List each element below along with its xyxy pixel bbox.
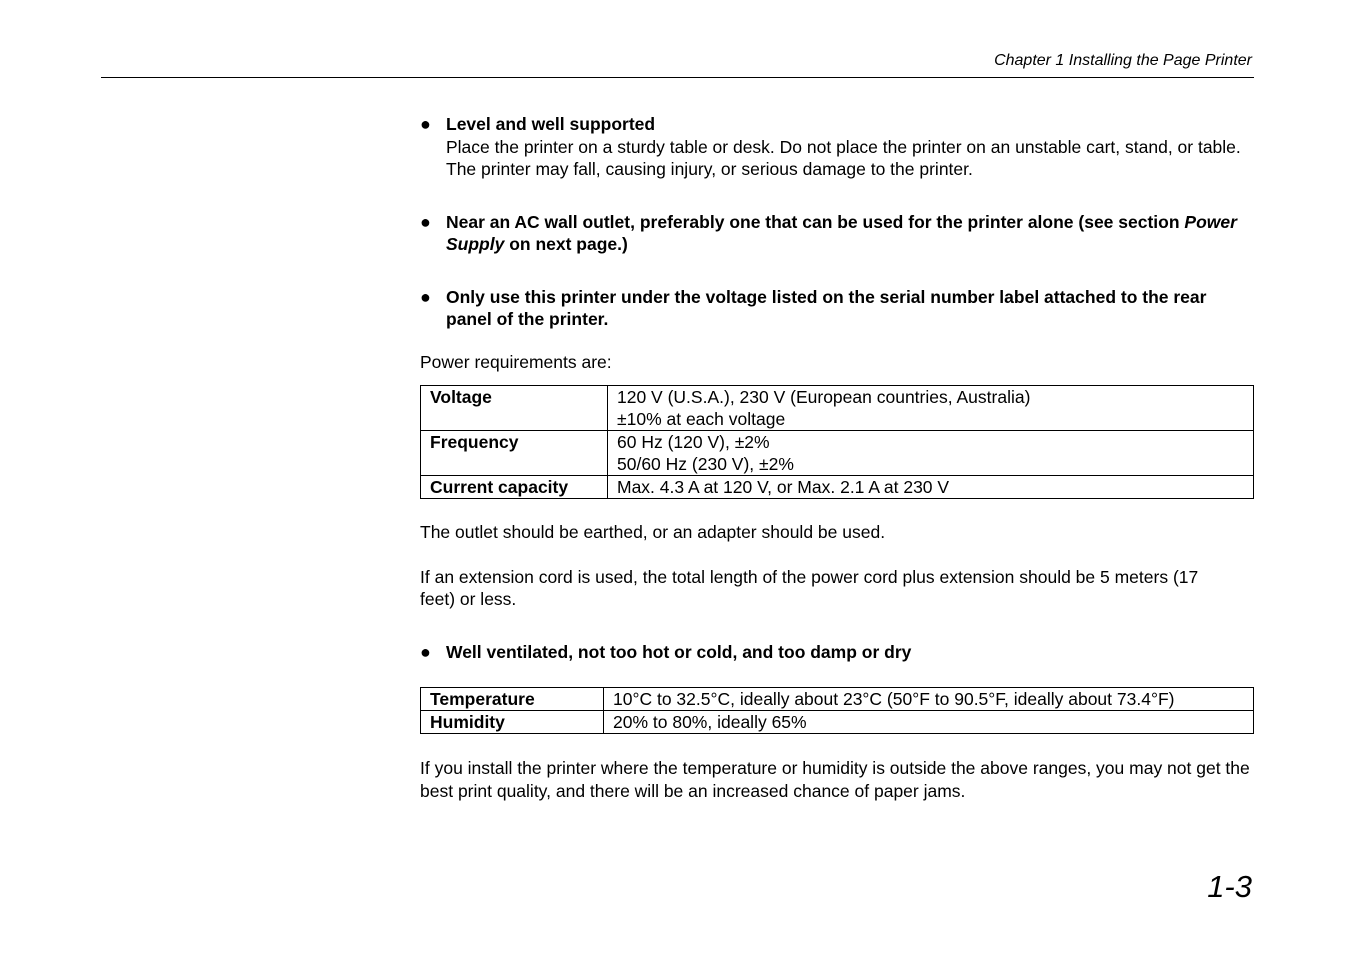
bullet-dot: ●	[420, 641, 431, 662]
bullet-title: Level and well supported	[446, 114, 656, 134]
running-head: Chapter 1 Installing the Page Printer	[994, 52, 1252, 69]
table-row	[421, 688, 1254, 711]
bullet-ventilated	[420, 641, 1254, 664]
environment-table	[420, 687, 1254, 734]
row-label: Voltage	[421, 386, 608, 431]
power-requirements-intro: Power requirements are:	[420, 351, 612, 372]
outside-range-note: If you install the printer where the temperature or humidity is outside the above ranges, you may not get the best print quality, and there will be an increased chance of paper jams.	[420, 758, 1250, 801]
bullet-dot: ●	[420, 114, 431, 134]
bullet-title: Well ventilated, not too hot or cold, and too damp or dry	[446, 641, 912, 662]
earthed-note: The outlet should be earthed, or an adapter should be used.	[420, 522, 886, 542]
bullet-dot: ●	[420, 211, 431, 232]
bullet-title: Near an AC wall outlet, preferably one that can be used for the printer alone (see section Power Supply on next page.)	[446, 211, 1237, 254]
page-number: 1-3	[1207, 869, 1252, 904]
row-label: Current capacity	[421, 476, 608, 499]
bullet-title: Only use this printer under the voltage listed on the serial number label attached to the rear panel of the printer.	[446, 286, 1207, 329]
page-content	[420, 113, 1254, 802]
table-row	[421, 476, 1254, 499]
row-label: Humidity	[421, 711, 604, 734]
row-label: Frequency	[421, 431, 608, 476]
bullet-ac-outlet	[420, 211, 1254, 256]
table-row	[421, 711, 1254, 734]
bullet-voltage	[420, 286, 1254, 331]
row-value: Max. 4.3 A at 120 V, or Max. 2.1 A at 230 V	[608, 476, 1254, 499]
row-value: 10°C to 32.5°C, ideally about 23°C (50°F to 90.5°F, ideally about 73.4°F)	[604, 688, 1254, 711]
power-requirements-table	[420, 385, 1254, 499]
bullet-dot: ●	[420, 286, 431, 307]
row-value: 60 Hz (120 V), ±2% 50/60 Hz (230 V), ±2%	[608, 431, 1254, 476]
row-label: Temperature	[421, 688, 604, 711]
table-row	[421, 431, 1254, 476]
section-reference: Power Supply	[446, 211, 1237, 254]
row-value: 20% to 80%, ideally 65%	[604, 711, 1254, 734]
bullet-level-supported	[420, 113, 1254, 181]
extension-cord-note: If an extension cord is used, the total length of the power cord plus extension should be 5 meters (17 feet) or less.	[420, 566, 1199, 609]
row-value: 120 V (U.S.A.), 230 V (European countries, Australia) ±10% at each voltage	[608, 386, 1254, 431]
bullet-body: Place the printer on a sturdy table or desk. Do not place the printer on an unstable cart, stand, or table. The printer may fall, causing injury, or serious damage to the printer.	[446, 136, 1241, 179]
table-row	[421, 386, 1254, 431]
header-rule	[101, 77, 1254, 78]
